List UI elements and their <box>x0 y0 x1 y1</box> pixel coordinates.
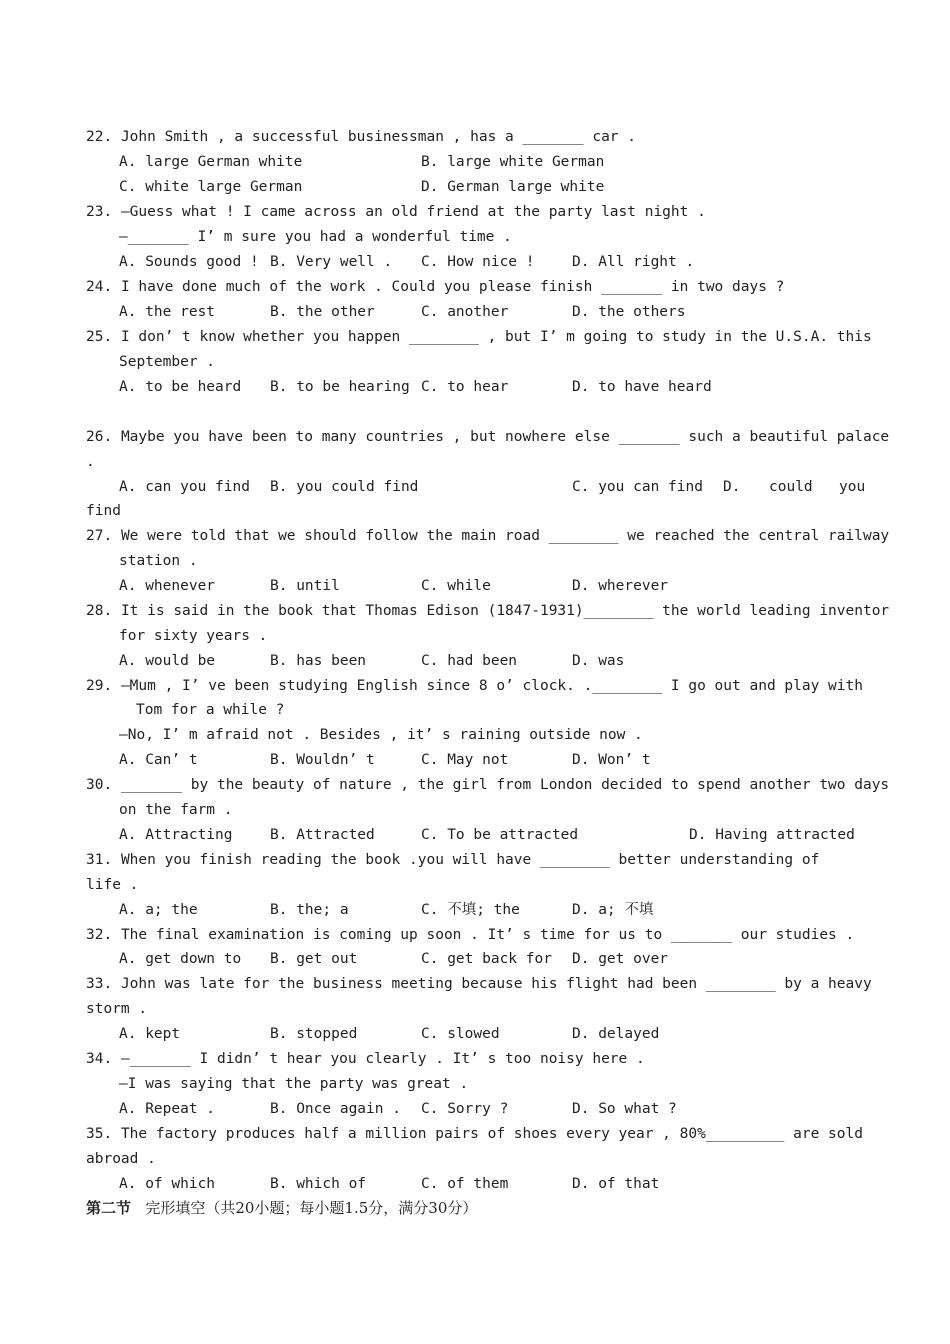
question-stem-line: for sixty years . <box>119 628 268 644</box>
option-c[interactable]: C. May not <box>421 752 509 768</box>
option-b[interactable]: B. which of <box>270 1176 367 1192</box>
option-c[interactable]: C. had been <box>421 653 518 669</box>
option-a[interactable]: A. would be <box>119 653 216 669</box>
question-26: 26. Maybe you have been to many countries , but nowhere else _______ such a beautiful palace <box>86 429 890 445</box>
option-a[interactable]: A. Attracting <box>119 827 233 843</box>
question-23: 23. —Guess what ! I came across an old friend at the party last night . <box>86 204 706 220</box>
option-c[interactable]: C. white large German <box>119 179 303 195</box>
option-c[interactable]: C. you can find <box>572 479 703 495</box>
option-c[interactable]: C. How nice ! <box>421 254 535 270</box>
option-b[interactable]: B. Wouldn’ t <box>270 752 375 768</box>
option-d[interactable]: D. of that <box>572 1176 660 1192</box>
option-d[interactable]: D. wherever <box>572 578 669 594</box>
option-d[interactable]: D. <box>723 479 741 495</box>
option-d[interactable]: D. to have heard <box>572 379 712 395</box>
option-b[interactable]: B. until <box>270 578 340 594</box>
option-d[interactable]: D. Won’ t <box>572 752 651 768</box>
option-d[interactable]: D. get over <box>572 951 669 967</box>
option-d[interactable]: D. All right . <box>572 254 695 270</box>
option-c[interactable]: C. of them <box>421 1176 509 1192</box>
option-d[interactable]: D. was <box>572 653 625 669</box>
option-c[interactable]: C. another <box>421 304 509 320</box>
option-a[interactable]: A. the rest <box>119 304 216 320</box>
question-24: 24. I have done much of the work . Could you please finish _______ in two days ? <box>86 279 785 295</box>
option-c[interactable]: C. get back for <box>421 951 552 967</box>
option-a[interactable]: A. of which <box>119 1176 216 1192</box>
option-d[interactable]: D. German large white <box>421 179 605 195</box>
option-d[interactable]: D. Having attracted <box>689 827 855 843</box>
option-d[interactable]: D. So what ? <box>572 1101 677 1117</box>
question-stem-line: September . <box>119 354 216 370</box>
option-c[interactable]: C. slowed <box>421 1026 500 1042</box>
option-d[interactable]: D. the others <box>572 304 686 320</box>
option-c[interactable]: C. Sorry ? <box>421 1101 509 1117</box>
option-a[interactable]: A. can you find <box>119 479 250 495</box>
option-c[interactable]: C. 不填; the <box>421 902 520 918</box>
option-c[interactable]: C. while <box>421 578 491 594</box>
option-continuation: find <box>86 503 121 519</box>
option-d[interactable]: D. delayed <box>572 1026 660 1042</box>
option-a[interactable]: A. to be heard <box>119 379 242 395</box>
question-30: 30. _______ by the beauty of nature , the girl from London decided to spend another two days <box>86 777 890 793</box>
question-32: 32. The final examination is coming up soon . It’ s time for us to _______ our studies . <box>86 927 855 943</box>
option-a[interactable]: A. kept <box>119 1026 181 1042</box>
option-a[interactable]: A. get down to <box>119 951 242 967</box>
option-b[interactable]: B. has been <box>270 653 367 669</box>
option-d[interactable]: D. a; 不填 <box>572 902 654 918</box>
question-28: 28. It is said in the book that Thomas Edison (1847-1931)________ the world leading inventor <box>86 603 890 619</box>
option-c[interactable]: C. to hear <box>421 379 509 395</box>
option-b[interactable]: B. you could find <box>270 479 419 495</box>
section-heading <box>86 1198 477 1218</box>
question-33: 33. John was late for the business meeting because his flight had been ________ by a heavy <box>86 976 872 992</box>
section-title: 第二节 <box>86 1199 132 1217</box>
question-34: 34. —_______ I didn’ t hear you clearly . It’ s too noisy here . <box>86 1051 645 1067</box>
question-stem-line: —No, I’ m afraid not . Besides , it’ s raining outside now . <box>119 727 643 743</box>
option-d-text: you <box>839 479 866 495</box>
option-b[interactable]: B. the other <box>270 304 375 320</box>
question-31: 31. When you finish reading the book .you will have ________ better understanding of <box>86 852 820 868</box>
option-b[interactable]: B. stopped <box>270 1026 358 1042</box>
option-a[interactable]: A. large German white <box>119 154 303 170</box>
option-b[interactable]: B. the; a <box>270 902 349 918</box>
question-stem-line: . <box>86 454 95 470</box>
question-27: 27. We were told that we should follow the main road ________ we reached the central railway <box>86 528 890 544</box>
option-b[interactable]: B. Once again . <box>270 1101 401 1117</box>
option-a[interactable]: A. a; the <box>119 902 198 918</box>
question-stem-line: station . <box>119 553 198 569</box>
question-22: 22. John Smith , a successful businessman , has a _______ car . <box>86 129 636 145</box>
question-stem-line: storm . <box>86 1001 148 1017</box>
option-b[interactable]: B. to be hearing <box>270 379 410 395</box>
question-stem-line: —I was saying that the party was great . <box>119 1076 469 1092</box>
option-a[interactable]: A. Repeat . <box>119 1101 216 1117</box>
question-stem-line: life . <box>86 877 139 893</box>
question-35: 35. The factory produces half a million pairs of shoes every year , 80%_________ are sold <box>86 1126 863 1142</box>
question-stem-line: Tom for a while ? <box>136 702 285 718</box>
question-stem-line: abroad . <box>86 1151 156 1167</box>
option-a[interactable]: A. whenever <box>119 578 216 594</box>
option-b[interactable]: B. large white German <box>421 154 605 170</box>
question-stem-line: —_______ I’ m sure you had a wonderful time . <box>119 229 512 245</box>
option-a[interactable]: A. Sounds good ! <box>119 254 259 270</box>
question-29: 29. —Mum , I’ ve been studying English since 8 o’ clock. .________ I go out and play with <box>86 678 863 694</box>
option-c[interactable]: C. To be attracted <box>421 827 579 843</box>
section-description: 完形填空（共20小题；每小题1.5分，满分30分） <box>145 1199 478 1217</box>
option-a[interactable]: A. Can’ t <box>119 752 198 768</box>
option-d-text: could <box>769 479 813 495</box>
option-b[interactable]: B. get out <box>270 951 358 967</box>
option-b[interactable]: B. Attracted <box>270 827 375 843</box>
option-b[interactable]: B. Very well . <box>270 254 393 270</box>
question-25: 25. I don’ t know whether you happen ________ , but I’ m going to study in the U.S.A. this <box>86 329 872 345</box>
question-stem-line: on the farm . <box>119 802 233 818</box>
